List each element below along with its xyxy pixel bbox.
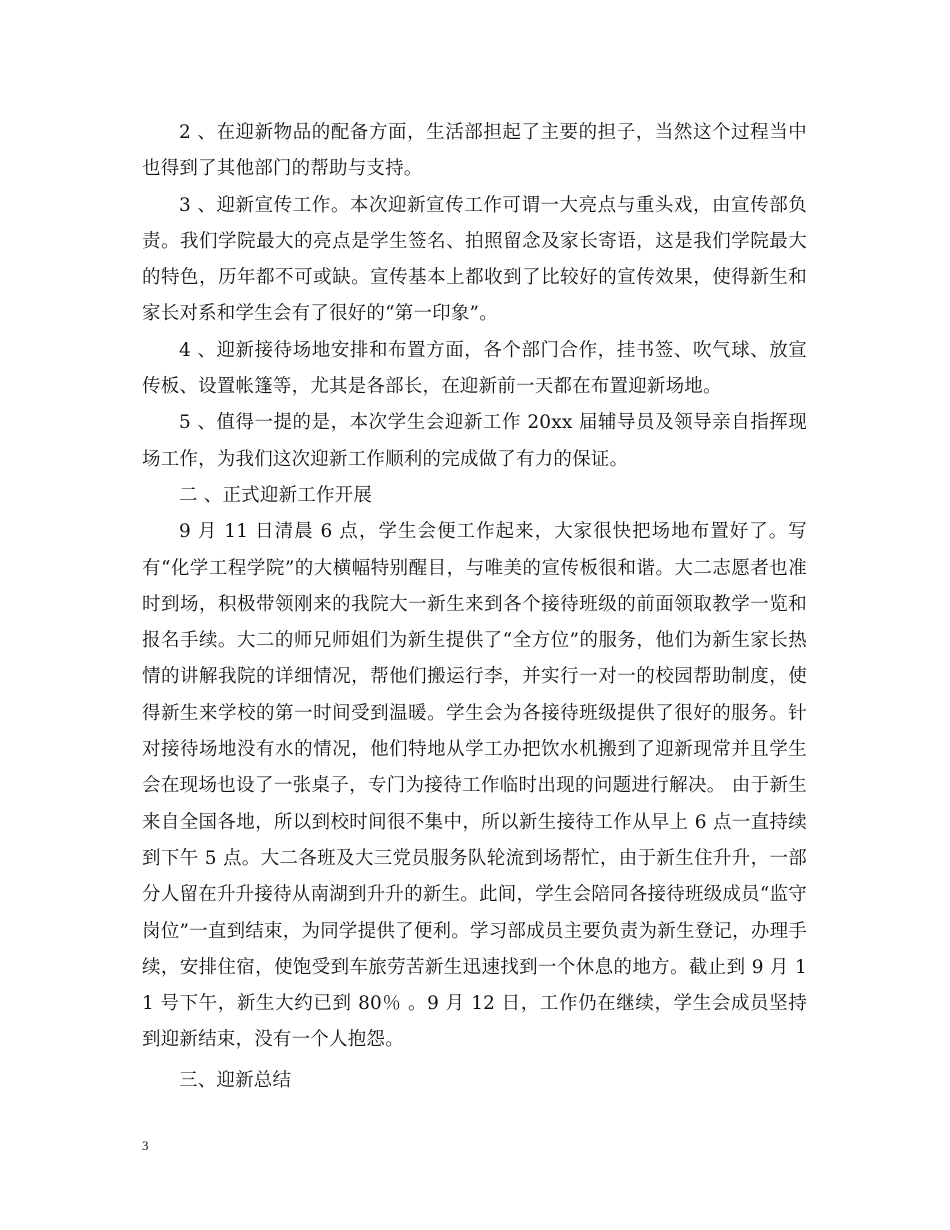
paragraph-item-4: 4 、迎新接待场地安排和布置方面，各个部门合作，挂书签、吹气球、放宣传板、设置帐篷等，尤其是各部长，在迎新前一天都在布置迎新场地。 <box>142 339 807 398</box>
paragraph-item-5: 5 、值得一提的是，本次学生会迎新工作 20xx 届辅导员及领导亲自指挥现场工作，为我们这次迎新工作顺利的完成做了有力的保证。 <box>142 412 807 470</box>
section-two-heading: 二 、正式迎新工作开展 <box>179 484 373 506</box>
section-three-heading: 三、迎新总结 <box>179 1069 292 1091</box>
document-body <box>142 115 807 1099</box>
paragraph-item-3: 3 、迎新宣传工作。本次迎新宣传工作可谓一大亮点与重头戏，由宣传部负责。我们学院最大的亮点是学生签名、拍照留念及家长寄语，这是我们学院最大的特色，历年都不可或缺。宣传基本上都收到了比较好的宣传效果，使得新生和家长对系和学生会有了很好的“第一印象”。 <box>142 194 807 325</box>
page-number: 3 <box>142 1138 149 1153</box>
section-two-body: 9 月 11 日清晨 6 点，学生会便工作起来，大家很快把场地布置好了。写有“化学工程学院”的大横幅特别醒目，与唯美的宣传板很和谐。大二志愿者也准时到场，积极带领刚来的我院大一新生来到各个接待班级的前面领取教学一览和报名手续。大二的师兄师姐们为新生提供了“全方位”的服务，他们为新生家长热情的讲解我院的详细情况，帮他们搬运行李，并实行一对一的校园帮助制度，使得新生来学校的第一时间受到温暖。学生会为各接待班级提供了很好的服务。针对接待场地没有水的情况，他们特地从学工办把饮水机搬到了迎新现常并且学生会在现场也设了一张桌子，专门为接待工作临时出现的问题进行解决。 由于新生来自全国各地，所以到校时间很不集中，所以新生接待工作从早上 6 点一直持续到下午 5 点。大二各班及大三党员服务队轮流到场帮忙，由于新生住升升，一部分人留在升升接待从南湖到升升的新生。此间，学生会陪同各接待班级成员“监守岗位”一直到结束，为同学提供了便利。学习部成员主要负责为新生登记，办理手续，安排住宿，使饱受到车旅劳苦新生迅速找到一个休息的地方。截止到 9 月 11 号下午，新生大约已到 80％ 。9 月 12 日，工作仍在继续，学生会成员坚持到迎新结束，没有一个人抱怨。 <box>142 521 807 1051</box>
paragraph-item-2: 2 、在迎新物品的配备方面，生活部担起了主要的担子，当然这个过程当中也得到了其他部门的帮助与支持。 <box>142 122 807 180</box>
